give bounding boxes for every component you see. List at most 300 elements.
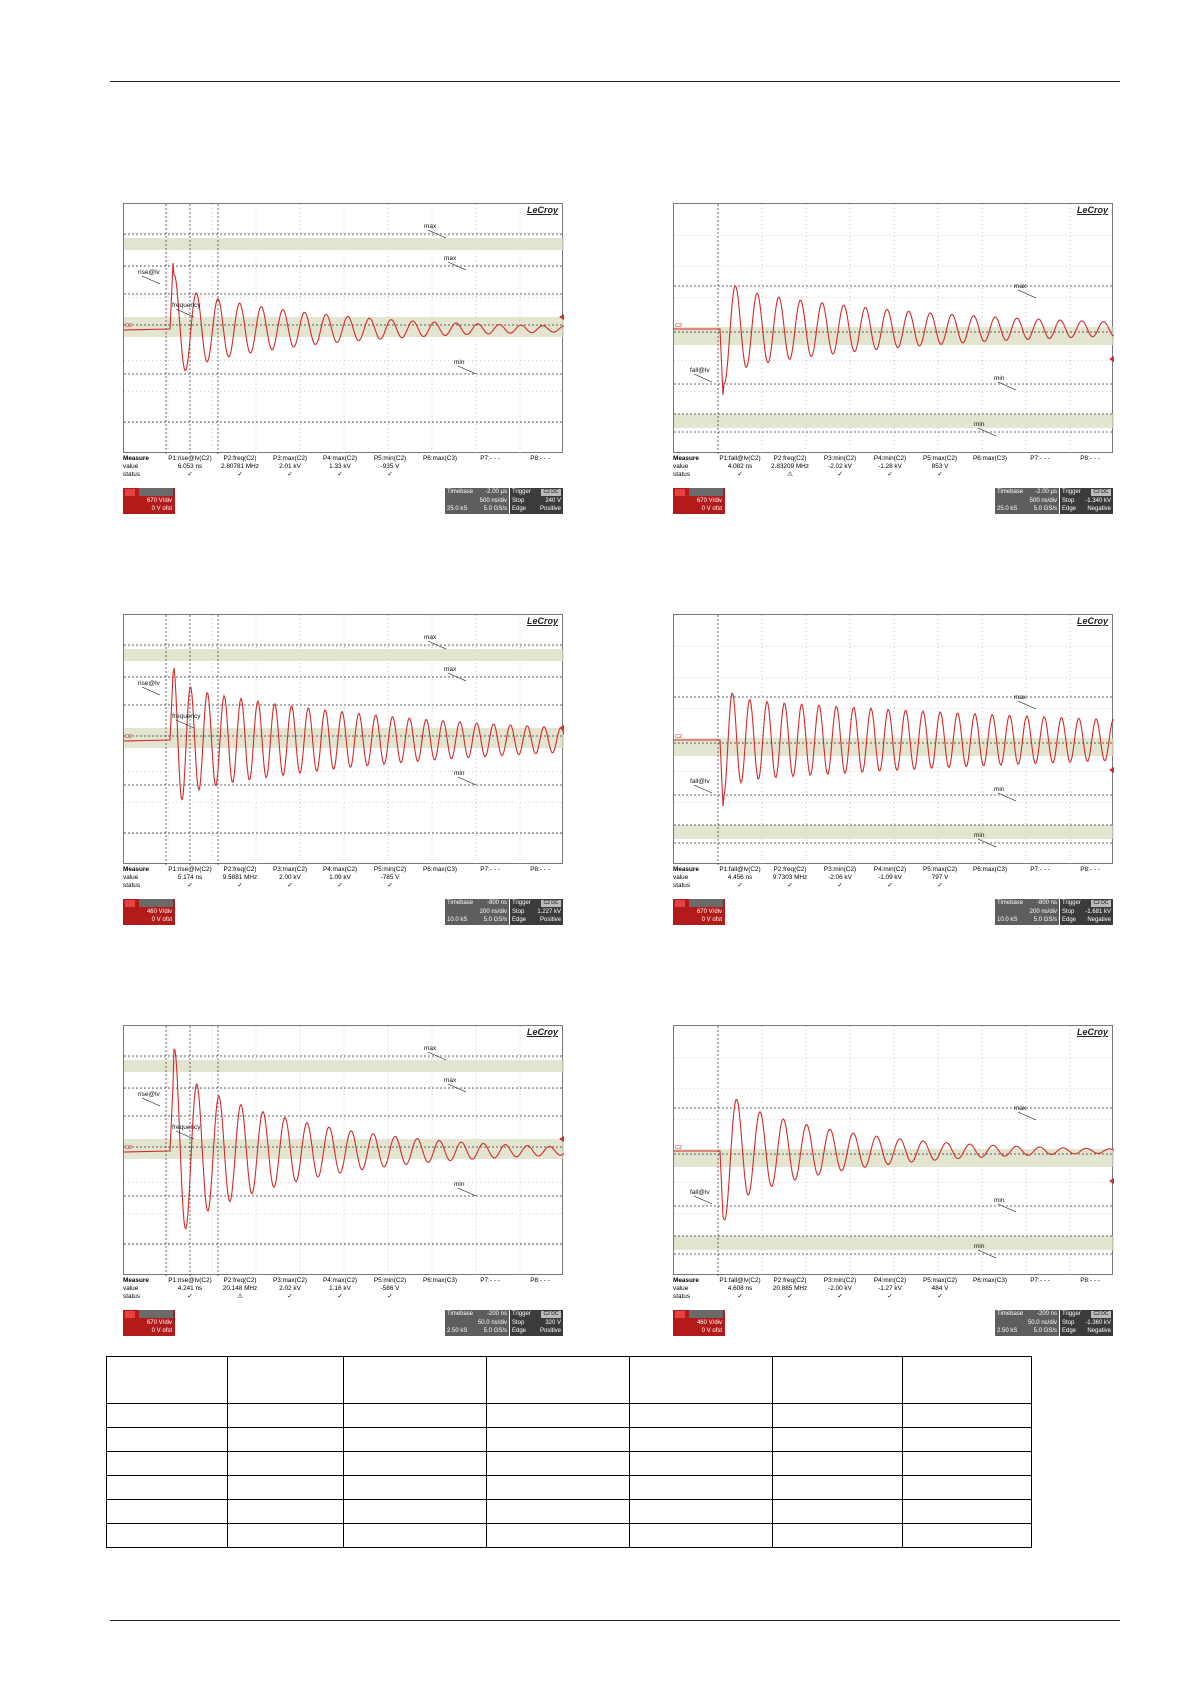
measure-param-4 xyxy=(313,866,367,891)
measure-label: value xyxy=(123,463,139,471)
trigger-channel: C2 DC xyxy=(1091,900,1111,907)
footer-rule xyxy=(110,1620,1120,1621)
measure-param-8 xyxy=(513,455,567,463)
param-name: P5:min(C2) xyxy=(373,1277,407,1284)
oscilloscope-capture-4 xyxy=(673,614,1113,944)
table-cell xyxy=(903,1357,1032,1404)
measure-param-7 xyxy=(1013,1277,1067,1285)
table-cell xyxy=(903,1404,1032,1428)
channel-descriptor[interactable] xyxy=(123,899,175,925)
param-value: 797 V xyxy=(931,874,949,882)
channel-header xyxy=(689,1310,723,1318)
table-cell xyxy=(487,1476,630,1500)
measure-param-6 xyxy=(963,1277,1017,1285)
table-cell xyxy=(772,1404,903,1428)
annotation-freq: frequency xyxy=(172,1124,201,1131)
param-name: P8:- - - xyxy=(1080,866,1100,873)
param-status: ✓ xyxy=(837,471,843,479)
param-name: P8:- - - xyxy=(530,1277,550,1284)
timebase-label: Timebase xyxy=(447,489,474,495)
channel-header xyxy=(139,1310,173,1318)
timebase-descriptor xyxy=(995,1310,1059,1336)
measurement-panel xyxy=(673,866,1113,894)
trigger-descriptor xyxy=(1060,488,1113,514)
annotation-leader xyxy=(694,1196,712,1204)
channel-badge xyxy=(675,1311,685,1318)
brand-logo: LeCroy xyxy=(526,205,558,215)
table-cell xyxy=(344,1500,487,1524)
timebase-offset: -200 ns xyxy=(486,1311,507,1317)
timebase-trigger-panel[interactable] xyxy=(995,1310,1113,1336)
table-cell xyxy=(227,1476,344,1500)
timebase-rate: 5.0 GS/s xyxy=(1033,506,1057,512)
measure-param-2 xyxy=(763,866,817,891)
param-value: 2.01 kV xyxy=(279,463,301,471)
table-cell xyxy=(629,1476,772,1500)
table-row xyxy=(107,1452,1032,1476)
timebase-per-div: 50.0 ns/div xyxy=(477,1320,507,1326)
timebase-rate: 5.0 GS/s xyxy=(1033,1328,1057,1334)
trigger-level: 240 V xyxy=(545,498,561,504)
trigger-level: 320 V xyxy=(545,1320,561,1326)
trigger-descriptor xyxy=(1060,899,1113,925)
table-row xyxy=(107,1357,1032,1404)
param-name: P5:max(C2) xyxy=(922,866,958,873)
timebase-label: Timebase xyxy=(997,1311,1024,1317)
param-value: 2.02 kV xyxy=(279,1285,301,1293)
param-name: P7:- - - xyxy=(1030,1277,1050,1284)
param-name: P5:max(C2) xyxy=(922,455,958,462)
param-value: 1.33 kV xyxy=(329,463,351,471)
measure-param-5 xyxy=(363,1277,417,1302)
annotation-freq: frequency xyxy=(172,302,201,309)
measure-param-4 xyxy=(313,1277,367,1302)
measure-param-3 xyxy=(263,455,317,480)
annotation-rise: rise@lv xyxy=(138,680,160,687)
table-cell xyxy=(344,1404,487,1428)
table-cell xyxy=(227,1524,344,1548)
measurement-panel xyxy=(123,1277,563,1305)
trigger-label: Trigger xyxy=(512,489,531,495)
annotation-min: min xyxy=(454,359,465,366)
measure-band xyxy=(674,1236,1114,1250)
channel-offset: 0 V ofst xyxy=(701,1328,722,1334)
measure-param-4 xyxy=(863,866,917,891)
annotation-leader xyxy=(694,374,712,382)
param-name: P4:max(C2) xyxy=(322,1277,358,1284)
param-name: P3:max(C2) xyxy=(272,455,308,462)
table-cell xyxy=(227,1357,344,1404)
param-value: -1.28 kV xyxy=(878,463,902,471)
timebase-samples: 10.0 kS xyxy=(447,917,468,923)
scope-screen xyxy=(123,614,563,864)
waveform-plot xyxy=(124,615,564,865)
annotation-leader xyxy=(176,1131,194,1139)
brand-logo: LeCroy xyxy=(526,616,558,626)
param-name: P4:min(C2) xyxy=(873,866,907,873)
table-row xyxy=(107,1524,1032,1548)
trigger-level-marker xyxy=(1109,767,1114,773)
trigger-level: -1.360 kV xyxy=(1085,1320,1111,1326)
table-cell xyxy=(772,1357,903,1404)
trigger-label: Trigger xyxy=(1062,900,1081,906)
annotation-max: max xyxy=(444,666,457,673)
ground-marker: C2 xyxy=(125,323,133,329)
table-cell xyxy=(903,1476,1032,1500)
param-status: ✓ xyxy=(387,1293,393,1301)
trigger-type: Edge xyxy=(512,1328,527,1334)
channel-volts-div: 670 V/div xyxy=(146,1320,172,1326)
results-table xyxy=(106,1356,1032,1548)
channel-offset: 0 V ofst xyxy=(151,917,172,923)
trigger-mode: Stop xyxy=(1062,498,1075,504)
annotation-min-low: min xyxy=(974,1243,985,1250)
param-name: P6:max(C3) xyxy=(972,866,1008,873)
trigger-level: -1.340 kV xyxy=(1085,498,1111,504)
measure-param-8 xyxy=(1063,866,1117,874)
timebase-descriptor xyxy=(995,488,1059,514)
trigger-level-marker xyxy=(1109,356,1114,362)
channel-descriptor[interactable] xyxy=(673,488,725,514)
param-name: P2:freq(C2) xyxy=(773,1277,807,1284)
table-cell xyxy=(227,1500,344,1524)
param-status: ✓ xyxy=(837,882,843,890)
timebase-label: Timebase xyxy=(997,900,1024,906)
waveform-plot xyxy=(674,615,1114,865)
param-status: ✓ xyxy=(187,471,193,479)
param-value: -2.06 kV xyxy=(828,874,852,882)
table-cell xyxy=(344,1476,487,1500)
param-status: ✓ xyxy=(937,882,943,890)
trigger-mode: Stop xyxy=(512,909,525,915)
measure-param-6 xyxy=(413,455,467,463)
param-value: 5.174 ns xyxy=(177,874,203,882)
table-row xyxy=(107,1476,1032,1500)
param-name: P8:- - - xyxy=(530,866,550,873)
waveform-plot xyxy=(124,1026,564,1276)
channel-badge xyxy=(675,900,685,907)
table-cell xyxy=(629,1500,772,1524)
param-status: ✓ xyxy=(887,1293,893,1301)
measure-label: status xyxy=(673,1293,691,1301)
channel-volts-div: 670 V/div xyxy=(696,909,722,915)
param-value: 853 V xyxy=(931,463,949,471)
table-cell xyxy=(629,1524,772,1548)
measure-param-8 xyxy=(1063,1277,1117,1285)
measure-param-5 xyxy=(363,866,417,891)
table-cell xyxy=(629,1357,772,1404)
timebase-rate: 5.0 GS/s xyxy=(483,917,507,923)
brand-logo: LeCroy xyxy=(1076,616,1108,626)
annotation-leader xyxy=(142,1098,160,1106)
param-value: 6.053 ns xyxy=(177,463,203,471)
trigger-label: Trigger xyxy=(1062,1311,1081,1317)
param-name: P1:fall@lv(C2) xyxy=(719,866,761,873)
annotation-min: min xyxy=(994,786,1005,793)
header-rule xyxy=(110,81,1120,82)
annotation-max: max xyxy=(444,255,457,262)
param-name: P3:max(C2) xyxy=(272,1277,308,1284)
table-cell xyxy=(487,1404,630,1428)
measure-param-8 xyxy=(513,1277,567,1285)
param-name: P7:- - - xyxy=(480,455,500,462)
param-status: ✓ xyxy=(337,1293,343,1301)
annotation-leader xyxy=(998,382,1016,390)
timebase-samples: 2.50 kS xyxy=(997,1328,1018,1334)
param-status: ✓ xyxy=(187,882,193,890)
trigger-label: Trigger xyxy=(512,900,531,906)
measure-param-5 xyxy=(913,1277,967,1302)
param-status: ✓ xyxy=(737,882,743,890)
param-name: P3:min(C2) xyxy=(823,455,857,462)
measure-label: status xyxy=(123,471,141,479)
param-name: P8:- - - xyxy=(530,455,550,462)
param-name: P4:max(C2) xyxy=(322,455,358,462)
scope-screen xyxy=(123,203,563,453)
trigger-level: 1.227 kV xyxy=(537,909,561,915)
oscilloscope-capture-2 xyxy=(673,203,1113,533)
trigger-channel: C2 DC xyxy=(541,489,561,496)
annotation-leader xyxy=(1018,290,1036,298)
param-status: ⚠ xyxy=(787,471,793,479)
annotation-leader xyxy=(176,720,194,728)
param-status: ✓ xyxy=(737,471,743,479)
trigger-slope: Positive xyxy=(539,1328,561,1334)
param-status: ✓ xyxy=(237,471,243,479)
channel-descriptor[interactable] xyxy=(673,899,725,925)
timebase-per-div: 200 ns/div xyxy=(1029,909,1057,915)
table-cell xyxy=(344,1524,487,1548)
measure-param-2 xyxy=(213,866,267,891)
timebase-trigger-panel[interactable] xyxy=(445,899,563,925)
channel-header xyxy=(689,488,723,496)
timebase-per-div: 500 ns/div xyxy=(479,498,507,504)
measure-param-5 xyxy=(913,866,967,891)
annotation-min-low: min xyxy=(974,832,985,839)
param-status: ✓ xyxy=(187,1293,193,1301)
annotation-rise: rise@lv xyxy=(138,269,160,276)
timebase-label: Timebase xyxy=(997,489,1024,495)
param-value: -1.09 kV xyxy=(878,874,902,882)
annotation-leader xyxy=(458,777,476,785)
timebase-trigger-panel[interactable] xyxy=(995,899,1113,925)
channel-descriptor[interactable] xyxy=(123,488,175,514)
measure-param-7 xyxy=(463,866,517,874)
trigger-channel: C2 DC xyxy=(1091,1311,1111,1318)
table-cell xyxy=(487,1452,630,1476)
param-name: P8:- - - xyxy=(1080,1277,1100,1284)
param-name: P3:min(C2) xyxy=(823,1277,857,1284)
measure-param-6 xyxy=(413,866,467,874)
measure-param-7 xyxy=(1013,866,1067,874)
annotation-max: max xyxy=(444,1077,457,1084)
measure-label: Measure xyxy=(673,455,699,462)
param-value: 484 V xyxy=(931,1285,949,1293)
annotation-max: max xyxy=(1014,694,1027,701)
channel-volts-div: 670 V/div xyxy=(696,498,722,504)
brand-logo: LeCroy xyxy=(1076,205,1108,215)
table-cell xyxy=(903,1524,1032,1548)
measure-label: status xyxy=(673,882,691,890)
param-name: P4:min(C2) xyxy=(873,455,907,462)
annotation-max: max xyxy=(1014,1105,1027,1112)
param-status: ✓ xyxy=(937,1293,943,1301)
measure-param-4 xyxy=(313,455,367,480)
measure-param-2 xyxy=(213,1277,267,1302)
scope-screen xyxy=(673,614,1113,864)
table-cell xyxy=(629,1404,772,1428)
trigger-channel: C2 DC xyxy=(1091,489,1111,496)
trigger-label: Trigger xyxy=(1062,489,1081,495)
measure-param-1 xyxy=(713,866,767,891)
timebase-per-div: 50.0 ns/div xyxy=(1027,1320,1057,1326)
table-cell xyxy=(344,1428,487,1452)
param-name: P5:min(C2) xyxy=(373,866,407,873)
annotation-leader xyxy=(458,1188,476,1196)
param-status: ✓ xyxy=(337,471,343,479)
param-name: P6:max(C3) xyxy=(422,866,458,873)
measure-label: value xyxy=(673,1285,689,1293)
measurement-panel xyxy=(673,455,1113,483)
timebase-trigger-panel[interactable] xyxy=(445,1310,563,1336)
timebase-offset: -2.00 µs xyxy=(485,489,507,495)
param-status: ✓ xyxy=(237,882,243,890)
measure-label: status xyxy=(673,471,691,479)
annotation-leader xyxy=(978,839,996,847)
channel-descriptor[interactable] xyxy=(123,1310,175,1336)
annotation-leader xyxy=(428,641,446,649)
trigger-slope: Negative xyxy=(1087,506,1111,512)
measure-param-2 xyxy=(763,455,817,480)
trigger-type: Edge xyxy=(1062,917,1077,923)
param-name: P1:rise@lv(C2) xyxy=(168,455,212,462)
measure-label: status xyxy=(123,882,141,890)
annotation-max-top: max xyxy=(424,1045,437,1052)
param-value: 20.885 MHz xyxy=(772,1285,808,1293)
param-name: P4:max(C2) xyxy=(322,866,358,873)
param-name: P3:min(C2) xyxy=(823,866,857,873)
measure-label: Measure xyxy=(123,1277,149,1284)
oscilloscope-capture-1 xyxy=(123,203,563,533)
param-status: ✓ xyxy=(387,471,393,479)
measure-label: value xyxy=(673,874,689,882)
param-status: ✓ xyxy=(287,1293,293,1301)
channel-descriptor[interactable] xyxy=(673,1310,725,1336)
scope-screen xyxy=(673,203,1113,453)
channel-offset: 0 V ofst xyxy=(151,506,172,512)
timebase-samples: 10.0 kS xyxy=(997,917,1018,923)
table-cell xyxy=(903,1500,1032,1524)
param-name: P5:max(C2) xyxy=(922,1277,958,1284)
annotation-leader xyxy=(998,793,1016,801)
waveform-plot xyxy=(674,1026,1114,1276)
channel-offset: 0 V ofst xyxy=(701,506,722,512)
timebase-samples: 25.0 kS xyxy=(997,506,1018,512)
annotation-min: min xyxy=(454,770,465,777)
table-cell xyxy=(227,1404,344,1428)
measurement-panel xyxy=(123,455,563,483)
channel-header xyxy=(139,899,173,907)
param-status: ✓ xyxy=(887,471,893,479)
trigger-slope: Negative xyxy=(1087,917,1111,923)
param-name: P1:rise@lv(C2) xyxy=(168,1277,212,1284)
ground-marker: C2 xyxy=(125,734,133,740)
trigger-slope: Positive xyxy=(539,506,561,512)
trigger-level-marker xyxy=(1109,1178,1114,1184)
annotation-leader xyxy=(978,1250,996,1258)
annotation-max-top: max xyxy=(424,223,437,230)
param-name: P1:fall@lv(C2) xyxy=(719,455,761,462)
annotation-max-top: max xyxy=(424,634,437,641)
param-value: -2.00 kV xyxy=(828,1285,852,1293)
channel-offset: 0 V ofst xyxy=(151,1328,172,1334)
annotation-min: min xyxy=(994,375,1005,382)
timebase-samples: 25.0 kS xyxy=(447,506,468,512)
measure-param-5 xyxy=(913,455,967,480)
trigger-mode: Stop xyxy=(512,1320,525,1326)
brand-logo: LeCroy xyxy=(1076,1027,1108,1037)
table-row xyxy=(107,1428,1032,1452)
annotation-leader xyxy=(458,366,476,374)
channel-volts-div: 460 V/div xyxy=(696,1320,722,1326)
measure-param-3 xyxy=(813,1277,867,1302)
param-value: 20.148 MHz xyxy=(222,1285,258,1293)
param-value: 2.80781 MHz xyxy=(220,463,259,471)
channel-badge xyxy=(125,489,135,496)
waveform-plot xyxy=(674,204,1114,454)
timebase-trigger-panel[interactable] xyxy=(445,488,563,514)
annotation-leader xyxy=(998,1204,1016,1212)
annotation-fall: fall@lv xyxy=(690,1189,710,1196)
timebase-descriptor xyxy=(995,899,1059,925)
measure-label: value xyxy=(123,1285,139,1293)
measure-param-6 xyxy=(963,866,1017,874)
measure-label: Measure xyxy=(673,866,699,873)
table-cell xyxy=(107,1476,228,1500)
measure-param-7 xyxy=(463,455,517,463)
table-cell xyxy=(107,1452,228,1476)
measure-param-3 xyxy=(263,866,317,891)
measure-param-8 xyxy=(1063,455,1117,463)
measurement-panel xyxy=(123,866,563,894)
table-cell xyxy=(772,1452,903,1476)
table-cell xyxy=(344,1452,487,1476)
table-cell xyxy=(903,1428,1032,1452)
table-cell xyxy=(903,1452,1032,1476)
annotation-leader xyxy=(142,276,160,284)
measure-param-8 xyxy=(513,866,567,874)
param-value: -2.02 kV xyxy=(828,463,852,471)
measure-label: Measure xyxy=(123,866,149,873)
measure-param-2 xyxy=(763,1277,817,1302)
measure-label: value xyxy=(673,463,689,471)
measure-band xyxy=(674,825,1114,839)
measure-param-5 xyxy=(363,455,417,480)
timebase-label: Timebase xyxy=(447,1311,474,1317)
ground-marker: C2 xyxy=(125,1145,133,1151)
param-name: P7:- - - xyxy=(1030,455,1050,462)
timebase-descriptor xyxy=(445,899,509,925)
measure-band xyxy=(674,414,1114,428)
trigger-type: Edge xyxy=(512,917,527,923)
table-cell xyxy=(629,1428,772,1452)
measure-param-1 xyxy=(163,1277,217,1302)
timebase-per-div: 200 ns/div xyxy=(479,909,507,915)
trigger-type: Edge xyxy=(1062,1328,1077,1334)
timebase-trigger-panel[interactable] xyxy=(995,488,1113,514)
table-cell xyxy=(629,1452,772,1476)
annotation-min: min xyxy=(994,1197,1005,1204)
